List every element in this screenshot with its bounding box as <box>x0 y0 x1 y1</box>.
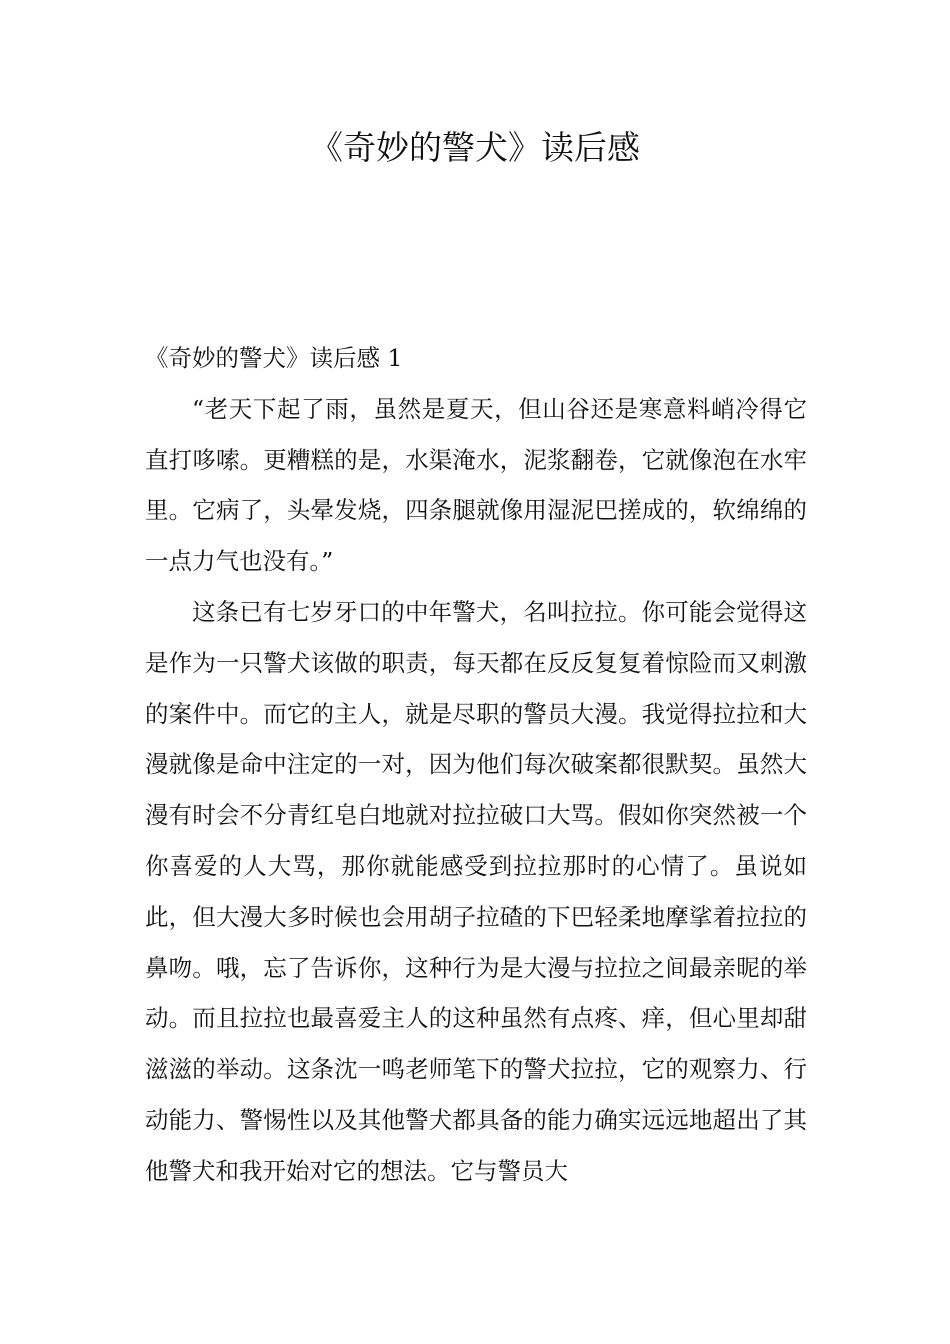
paragraph-quote: “老天下起了雨，虽然是夏天，但山谷还是寒意料峭冷得它直打哆嗦。更糟糕的是，水渠淹水，泥浆翻卷，它就像泡在水牢里。它病了，头晕发烧，四条腿就像用湿泥巴搓成的，软绵绵的一点力气也没有。” <box>145 394 807 576</box>
document-body <box>145 333 807 1197</box>
paragraph-main: 这条已有七岁牙口的中年警犬，名叫拉拉。你可能会觉得这是作为一只警犬该做的职责，每天都在反反复复着惊险而又刺激的案件中。而它的主人，就是尽职的警员大漫。我觉得拉拉和大漫就像是命中注定的一对，因为他们每次破案都很默契。虽然大漫有时会不分青红皂白地就对拉拉破口大骂。假如你突然被一个你喜爱的人大骂，那你就能感受到拉拉那时的心情了。虽说如此，但大漫大多时候也会用胡子拉碴的下巴轻柔地摩挲着拉拉的鼻吻。哦，忘了告诉你，这种行为是大漫与拉拉之间最亲昵的举动。而且拉拉也最喜爱主人的这种虽然有点疼、痒，但心里却甜滋滋的举动。这条沈一鸣老师笔下的警犬拉拉，它的观察力、行动能力、警惕性以及其他警犬都具备的能力确实远远地超出了其他警犬和我开始对它的想法。它与警员大 <box>145 597 807 1185</box>
document-title: 《奇妙的警犬》读后感 <box>310 128 640 167</box>
section-heading: 《奇妙的警犬》读后感 1 <box>145 344 403 372</box>
